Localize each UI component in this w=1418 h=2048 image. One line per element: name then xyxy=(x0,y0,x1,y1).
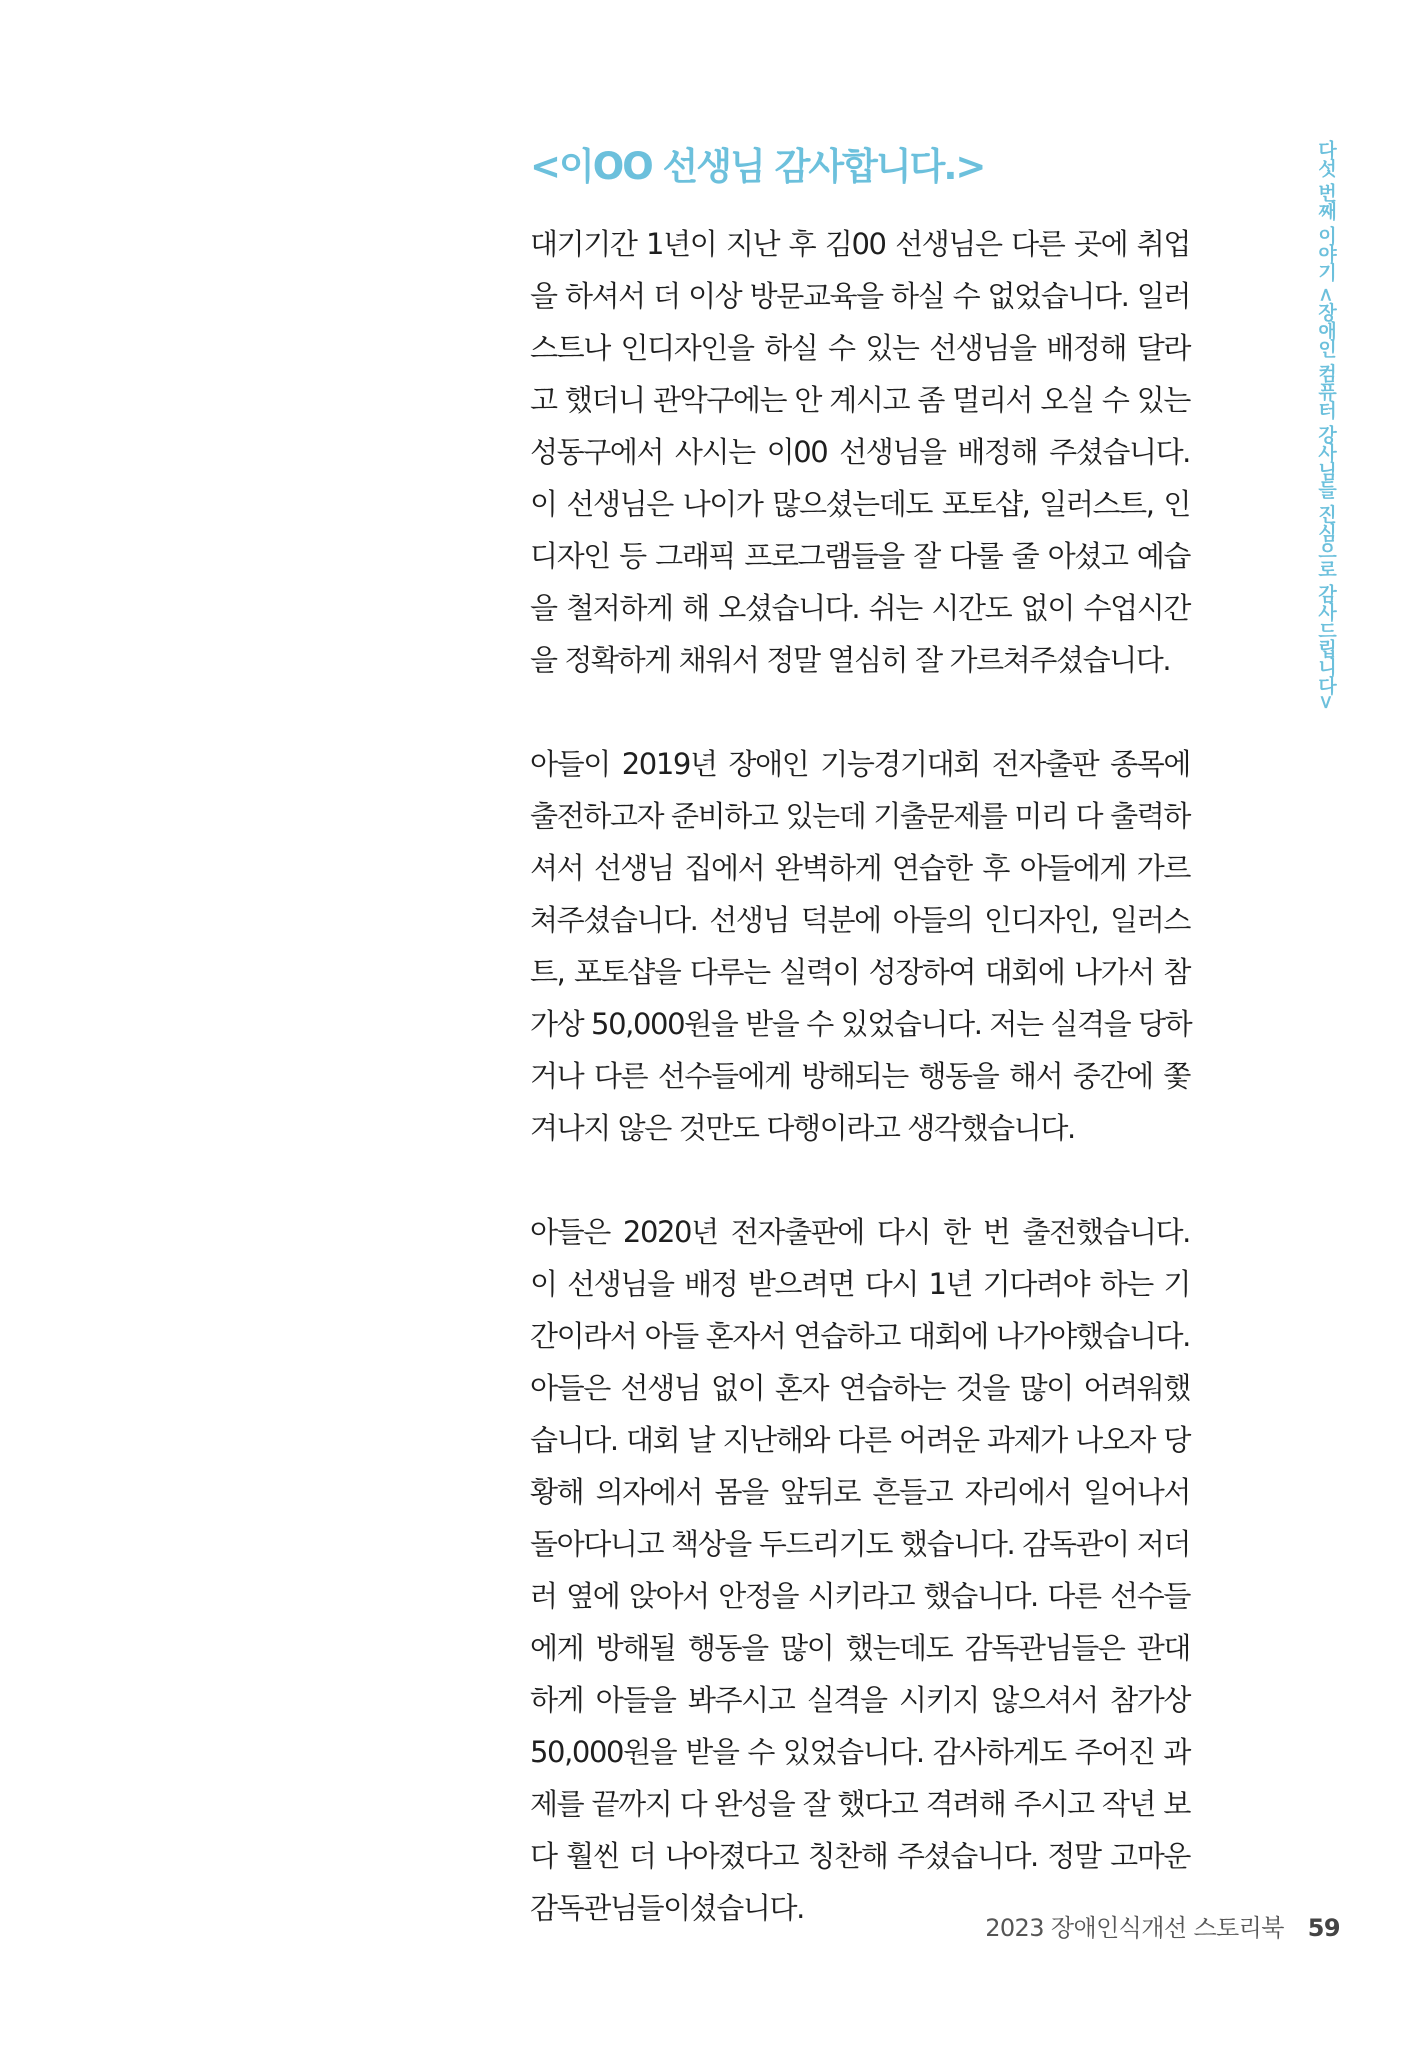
text-line: 고 했더니 관악구에는 안 계시고 좀 멀리서 오실 수 있는 xyxy=(530,383,1190,417)
book-title: 2023 장애인식개선 스토리북 xyxy=(985,1914,1284,1942)
text-line: 겨나지 않은 것만도 다행이라고 생각했습니다. xyxy=(530,1111,1075,1145)
text-line: 감독관님들이셨습니다. xyxy=(530,1891,804,1925)
text-line: 제를 끝까지 다 완성을 잘 했다고 격려해 주시고 작년 보 xyxy=(530,1787,1190,1821)
text-line: 디자인 등 그래픽 프로그램들을 잘 다룰 줄 아셨고 예습 xyxy=(530,539,1190,573)
section-heading: <이OO 선생님 감사합니다.> xyxy=(530,145,985,188)
paragraph-3 xyxy=(530,1206,1190,1934)
text-line: 돌아다니고 책상을 두드리기도 했습니다. 감독관이 저더 xyxy=(530,1527,1190,1561)
text-line: 쳐주셨습니다. 선생님 덕분에 아들의 인디자인, 일러스 xyxy=(530,903,1190,937)
text-line: 출전하고자 준비하고 있는데 기출문제를 미리 다 출력하 xyxy=(530,799,1190,833)
text-line: 다 훨씬 더 나아졌다고 칭찬해 주셨습니다. 정말 고마운 xyxy=(530,1839,1190,1873)
text-line: 아들이 2019년 장애인 기능경기대회 전자출판 종목에 xyxy=(530,747,1190,781)
page-number: 59 xyxy=(1307,1914,1340,1942)
text-line: 트, 포토샵을 다루는 실력이 성장하여 대회에 나가서 참 xyxy=(530,955,1190,989)
text-line: 간이라서 아들 혼자서 연습하고 대회에 나가야했습니다. xyxy=(530,1319,1190,1353)
text-line: 셔서 선생님 집에서 완벽하게 연습한 후 아들에게 가르 xyxy=(530,851,1190,885)
text-line: 이 선생님을 배정 받으려면 다시 1년 기다려야 하는 기 xyxy=(530,1267,1190,1301)
text-line: 러 옆에 앉아서 안정을 시키라고 했습니다. 다른 선수들 xyxy=(530,1579,1190,1613)
text-line: 을 철저하게 해 오셨습니다. 쉬는 시간도 없이 수업시간 xyxy=(530,591,1190,625)
text-line: 아들은 선생님 없이 혼자 연습하는 것을 많이 어려워했 xyxy=(530,1371,1190,1405)
text-line: 을 하셔서 더 이상 방문교육을 하실 수 없었습니다. 일러 xyxy=(530,279,1190,313)
text-line: 대기기간 1년이 지난 후 김00 선생님은 다른 곳에 취업 xyxy=(530,227,1190,261)
text-line: 성동구에서 사시는 이00 선생님을 배정해 주셨습니다. xyxy=(530,435,1190,469)
text-line: 황해 의자에서 몸을 앞뒤로 흔들고 자리에서 일어나서 xyxy=(530,1475,1190,1509)
text-line: 50,000원을 받을 수 있었습니다. 감사하게도 주어진 과 xyxy=(530,1735,1190,1769)
paragraph-2 xyxy=(530,738,1190,1154)
text-line: 을 정확하게 채워서 정말 열심히 잘 가르쳐주셨습니다. xyxy=(530,643,1171,677)
text-line: 하게 아들을 봐주시고 실격을 시키지 않으셔서 참가상 xyxy=(530,1683,1190,1717)
side-chapter-title: 다섯 번째 이야기 <장애인 컴퓨터 강사님들 진심으로 감사드립니다> xyxy=(1315,140,1337,710)
text-line: 가상 50,000원을 받을 수 있었습니다. 저는 실격을 당하 xyxy=(530,1007,1192,1041)
page-footer xyxy=(985,1908,1340,1943)
text-line: 습니다. 대회 날 지난해와 다른 어려운 과제가 나오자 당 xyxy=(530,1423,1190,1457)
text-line: 거나 다른 선수들에게 방해되는 행동을 해서 중간에 쫓 xyxy=(530,1059,1190,1093)
body-text xyxy=(530,218,1190,1986)
text-line: 에게 방해될 행동을 많이 했는데도 감독관님들은 관대 xyxy=(530,1631,1190,1665)
text-line: 아들은 2020년 전자출판에 다시 한 번 출전했습니다. xyxy=(530,1215,1190,1249)
text-line: 이 선생님은 나이가 많으셨는데도 포토샵, 일러스트, 인 xyxy=(530,487,1190,521)
text-line: 스트나 인디자인을 하실 수 있는 선생님을 배정해 달라 xyxy=(530,331,1190,365)
paragraph-1 xyxy=(530,218,1190,686)
